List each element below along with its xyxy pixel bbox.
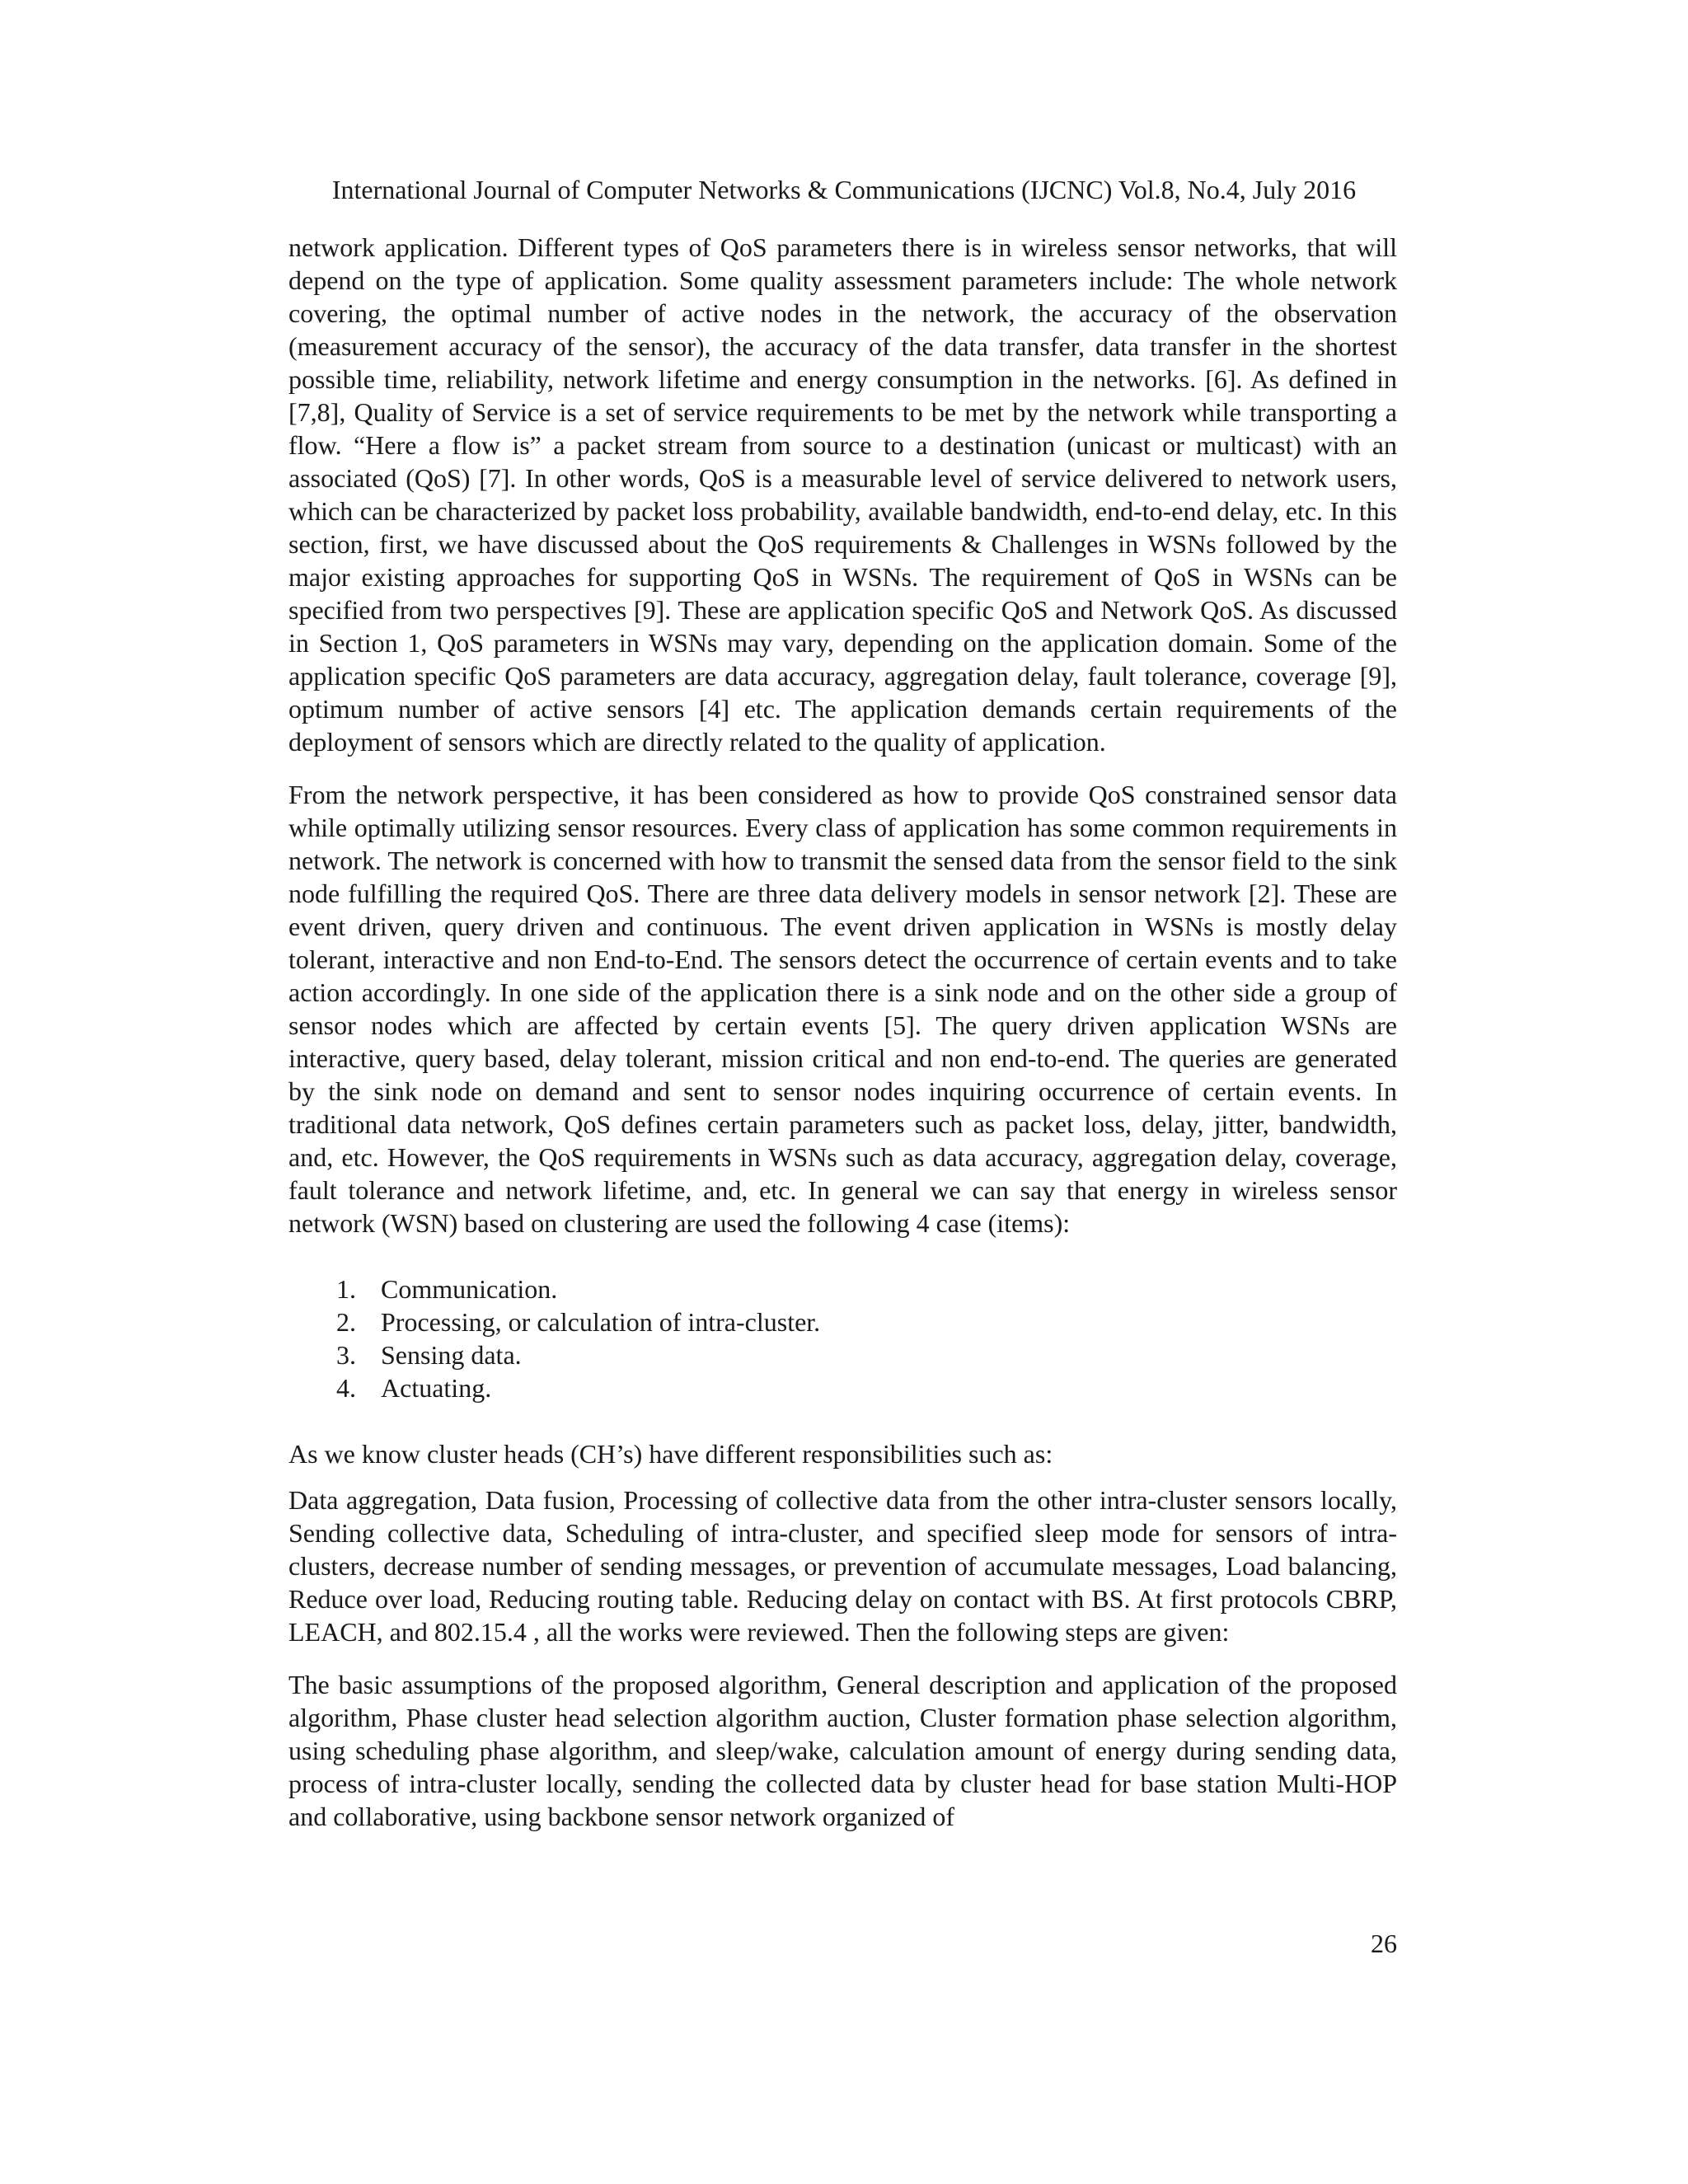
list-item-number: 3. (336, 1340, 356, 1370)
list-item-number: 2. (336, 1307, 356, 1337)
list-item-text: Processing, or calculation of intra-cluster. (381, 1307, 821, 1337)
list-item-text: Sensing data. (381, 1340, 522, 1370)
list-item-text: Actuating. (381, 1373, 492, 1403)
page-number: 26 (1371, 1929, 1397, 1958)
list-item (288, 1338, 1397, 1371)
body-paragraph: As we know cluster heads (CH’s) have different responsibilities such as: (288, 1439, 1053, 1469)
list-item (288, 1272, 1397, 1305)
list-item-number: 1. (336, 1274, 356, 1304)
body-paragraph: From the network perspective, it has been considered as how to provide QoS constrained sensor data while optimally utilizing sensor resources. Every class of application has some common requirements in network. The network is concerned with how to transmit the sensed data from the sensor field to the sink node fulfilling the required QoS. There are three data delivery models in sensor network [2]. These are event driven, query driven and continuous. The event driven application in WSNs is mostly delay tolerant, interactive and non End-to-End. The sensors detect the occurrence of certain events and to take action accordingly. In one side of the application there is a sink node and on the other side a group of sensor nodes which are affected by certain events [5]. The query driven application WSNs are interactive, query based, delay tolerant, mission critical and non end-to-end. The queries are generated by the sink node on demand and sent to sensor nodes inquiring occurrence of certain events. In traditional data network, QoS defines certain parameters such as packet loss, delay, jitter, bandwidth, and, etc. However, the QoS requirements in WSNs such as data accuracy, aggregation delay, coverage, fault tolerance and network lifetime, and, etc. In general we can say that energy in wireless sensor network (WSN) based on clustering are used the following 4 case (items): (288, 780, 1397, 1238)
body-paragraph: Data aggregation, Data fusion, Processing of collective data from the other intra-cluster sensors locally, Sending collective data, Scheduling of intra-cluster, and specified sleep mode for sensors of intra-clusters, decrease number of sending messages, or prevention of accumulate messages, Load balancing, Reduce over load, Reducing routing table. Reducing delay on contact with BS. At first protocols CBRP, LEACH, and 802.15.4 , all the works were reviewed. Then the following steps are given: (288, 1485, 1397, 1647)
list-item (288, 1305, 1397, 1338)
list-item-text: Communication. (381, 1274, 558, 1304)
running-header: International Journal of Computer Networks & Communications (IJCNC) Vol.8, No.4, July 2016 (331, 175, 1357, 204)
list-item-number: 4. (336, 1373, 356, 1403)
body-paragraph: network application. Different types of QoS parameters there is in wireless sensor networks, that will depend on the type of application. Some quality assessment parameters include: The whole network covering, the optimal number of active nodes in the network, the accuracy of the observation (measurement accuracy of the sensor), the accuracy of the data transfer, data transfer in the shortest possible time, reliability, network lifetime and energy consumption in the networks. [6]. As defined in [7,8], Quality of Service is a set of service requirements to be met by the network while transporting a flow. “Here a flow is” a packet stream from source to a destination (unicast or multicast) with an associated (QoS) [7]. In other words, QoS is a measurable level of service delivered to network users, which can be characterized by packet loss probability, available bandwidth, end-to-end delay, etc. In this section, first, we have discussed about the QoS requirements & Challenges in WSNs followed by the major existing approaches for supporting QoS in WSNs. The requirement of QoS in WSNs can be specified from two perspectives [9]. These are application specific QoS and Network QoS. As discussed in Section 1, QoS parameters in WSNs may vary, depending on the application domain. Some of the application specific QoS parameters are data accuracy, aggregation delay, fault tolerance, coverage [9], optimum number of active sensors [4] etc. The application demands certain requirements of the deployment of sensors which are directly related to the quality of application. (288, 232, 1397, 757)
body-paragraph: The basic assumptions of the proposed algorithm, General description and application of the proposed algorithm, Phase cluster head selection algorithm auction, Cluster formation phase selection algorithm, using scheduling phase algorithm, and sleep/wake, calculation amount of energy during sending data, process of intra-cluster locally, sending the collected data by cluster head for base station Multi-HOP and collaborative, using backbone sensor network organized of (288, 1670, 1397, 1831)
numbered-list (288, 1272, 1397, 1404)
list-item (288, 1371, 1397, 1404)
page-body (288, 231, 1397, 1833)
